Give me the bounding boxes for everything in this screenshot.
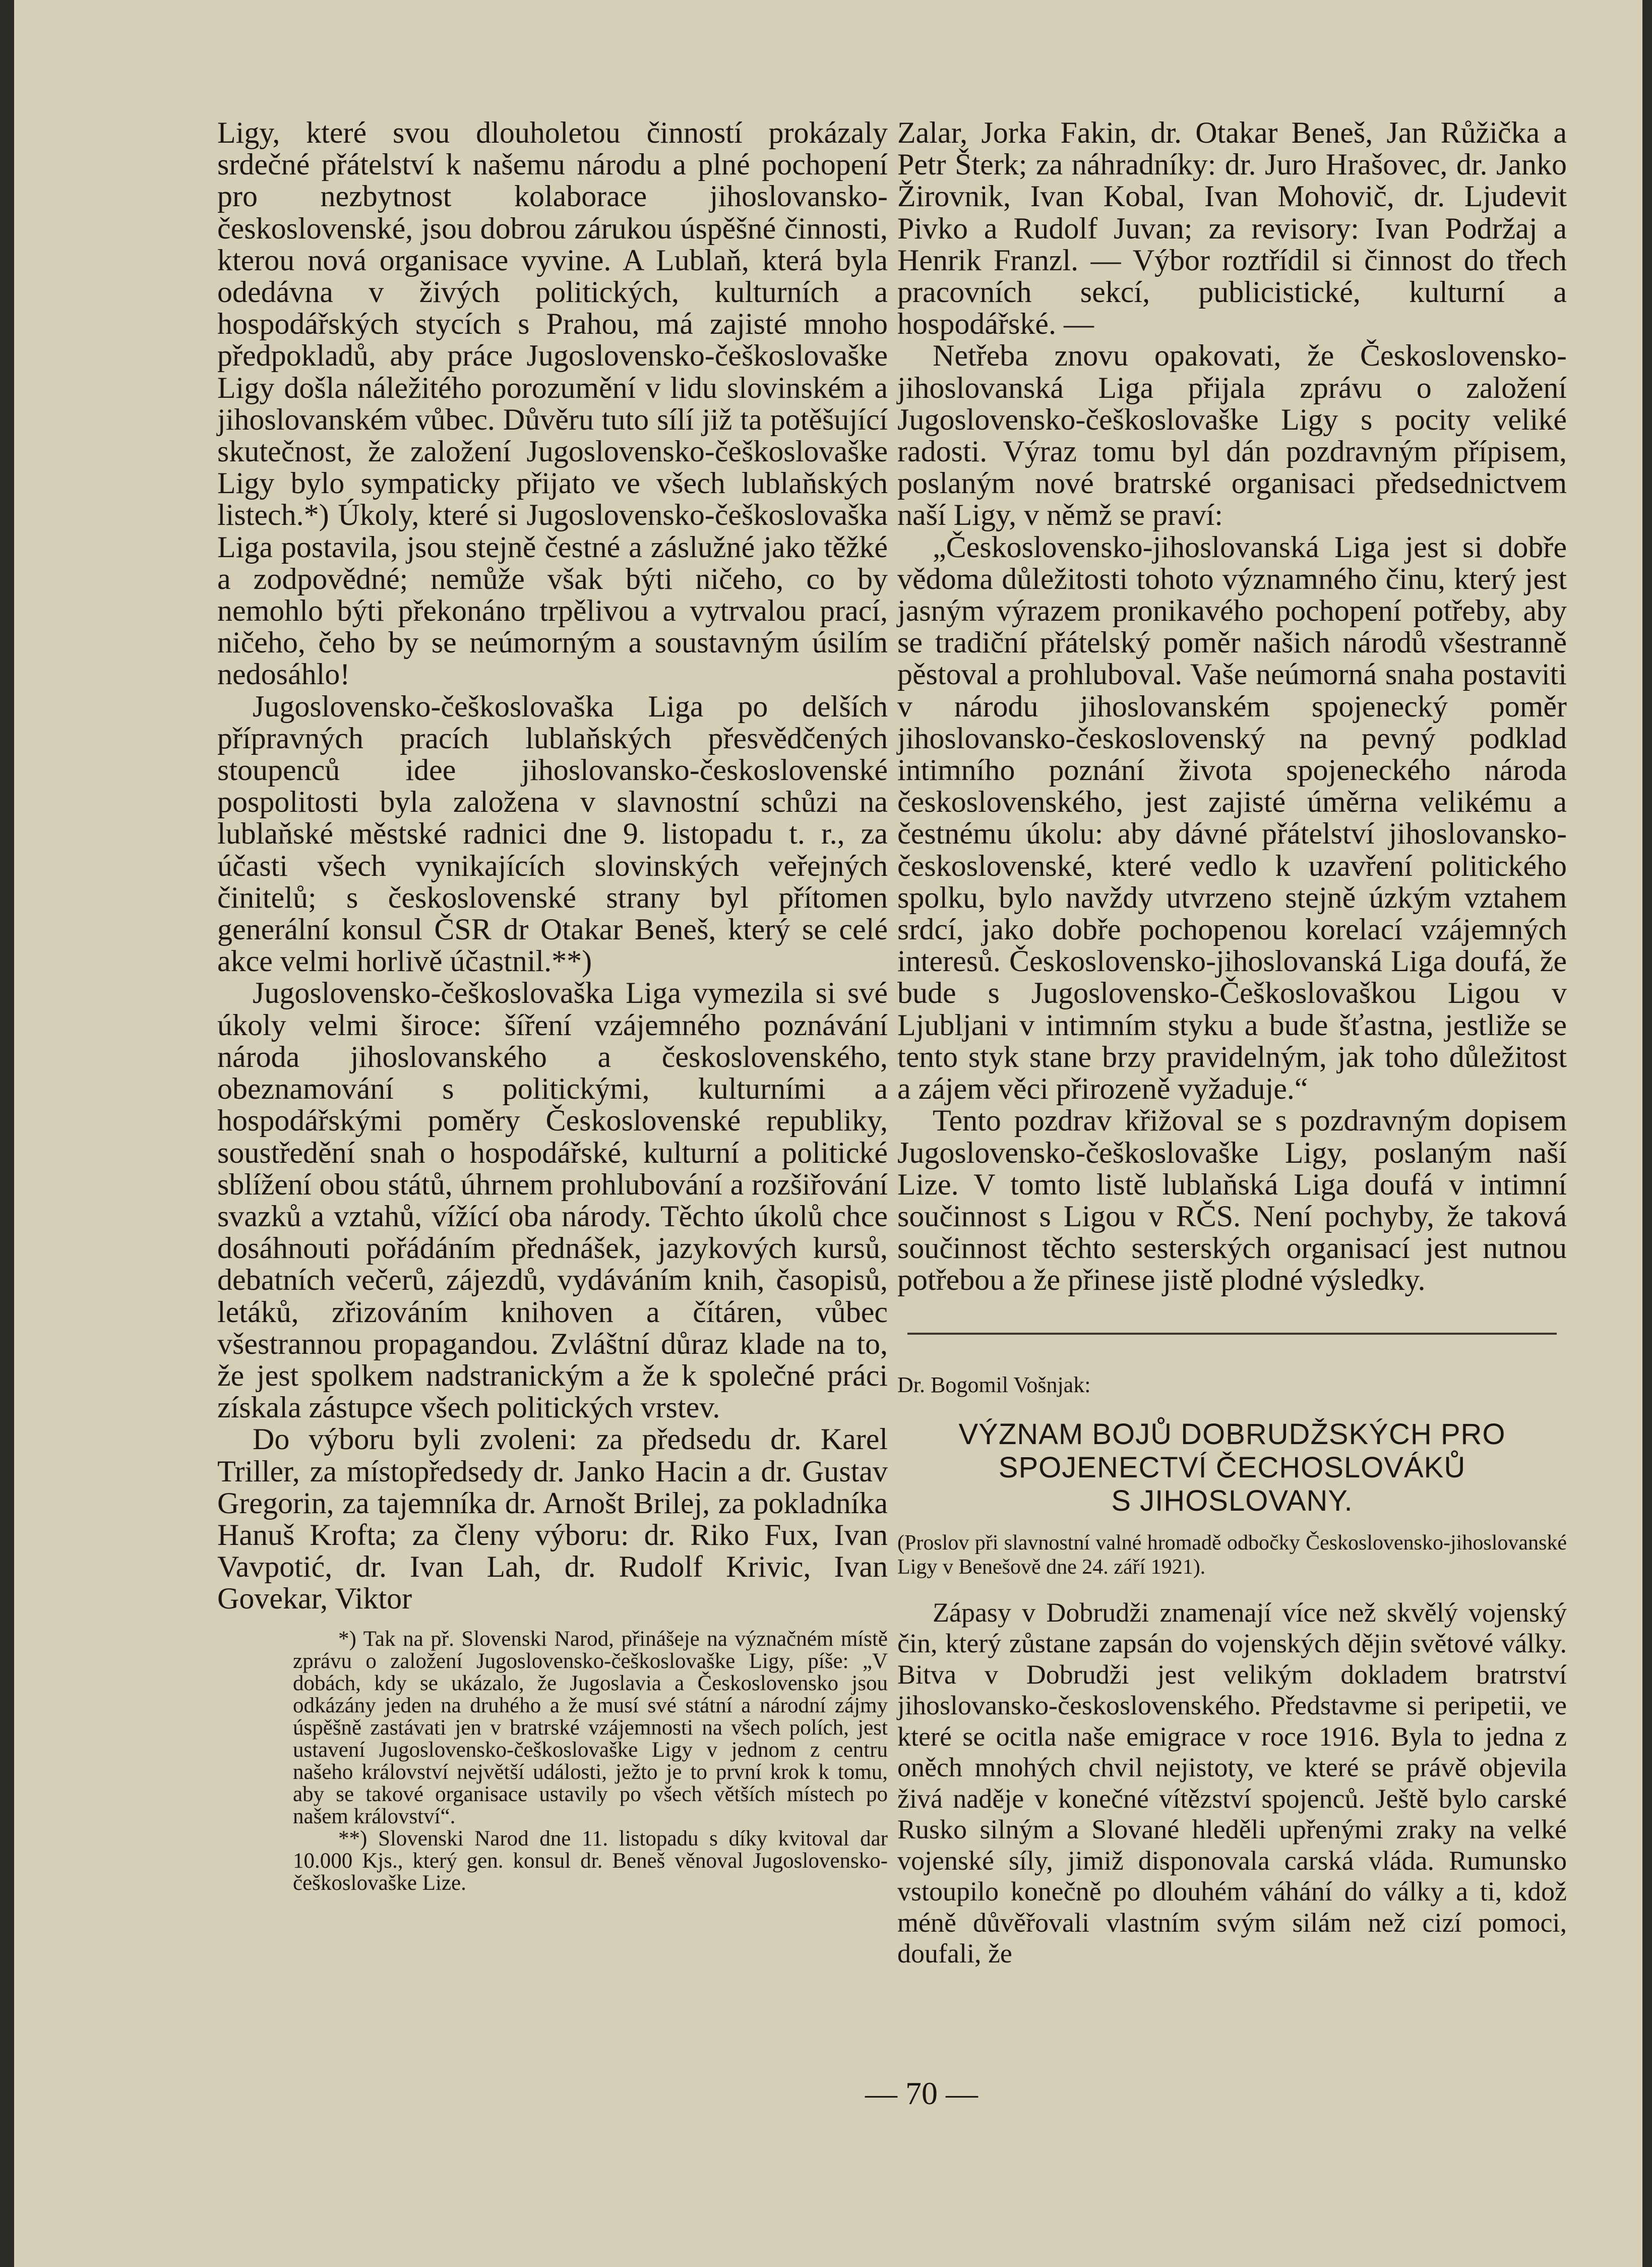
- footnote: *) Tak na př. Slovenski Narod, přinášeje na význačném místě zprávu o založení Jugoslovensko-češkoslovaške Ligy, píše: „V dobách, kdy se ukázalo, že Jugoslavia a Československo jsou odkázány jeden na druhého a že musí své státní a národní zájmy úspěšně zastávati jen v bratrské vzájemnosti na všech polích, jest ustavení Jugoslovensko-češkoslovaške Ligy v jednom z centru našeho království největší události, ježto je to první krok k tomu, aby se takové organisace ustavily po všech větších místech po našem království“.: [293, 1627, 888, 1828]
- footnote: **) Slovenski Narod dne 11. listopadu s díky kvitoval dar 10.000 Kjs., který gen. konsul dr. Beneš věnoval Jugoslovensko-češkoslovaške Lize.: [293, 1826, 888, 1895]
- paragraph: Jugoslovensko-češkoslovaška Liga vymezila si své úkoly velmi široce: šíření vzájemného poznávání národa jihoslovanského a československého, obeznamování s politickými, kulturními a hospodářskými poměry Československé republiky, soustředění snah o hospodářské, kulturní a politické sblížení obou států, úhrnem prohlubování a rozšiřování svazků a vztahů, vížící oba národy. Těchto úkolů chce dosáhnouti pořádáním přednášek, jazykových kursů, debatních večerů, zájezdů, vydáváním knih, časopisů, letáků, zřizováním knihoven a čítáren, vůbec všestrannou propagandou. Zvláštní důraz klade na to, že jest spolkem nadstranickým a že k společné práci získala zástupce všech politických vrstev.: [217, 976, 888, 1424]
- article-subtitle: (Proslov při slavnostní valné hromadě odbočky Československo-jihoslovanské Ligy v Benešově dne 24. září 1921).: [897, 1531, 1567, 1579]
- footnotes: [293, 1628, 888, 1894]
- paragraph: Tento pozdrav křižoval se s pozdravným dopisem Jugoslovensko-češkoslovaške Ligy, poslaným naší Lize. V tomto listě lublaňská Liga doufá v intimní součinnost s Ligou v RČS. Není pochyby, že taková součinnost těchto sesterských organisací jest nutnou potřebou a že přinese jistě plodné výsledky.: [897, 1104, 1567, 1297]
- article-title-line: S JIHOSLOVANY.: [1111, 1484, 1353, 1517]
- paragraph: Do výboru byli zvoleni: za předsedu dr. Karel Triller, za místopředsedy dr. Janko Hacin a dr. Gustav Gregorin, za tajemníka dr. Arnošt Brilej, za pokladníka Hanuš Krofta; za členy výboru: dr. Riko Fux, Ivan Vavpotić, dr. Ivan Lah, dr. Rudolf Krivic, Ivan Govekar, Viktor: [217, 1422, 888, 1616]
- article-author: Dr. Bogomil Vošnjak:: [897, 1372, 1091, 1397]
- right-column: [897, 117, 1567, 1970]
- page-number: — 70 —: [865, 2075, 978, 2111]
- paragraph: Netřeba znovu opakovati, že Československo-jihoslovanská Liga přijala zprávu o založení Jugoslovensko-češkoslovaške Ligy s pocity veliké radosti. Výraz tomu byl dán pozdravným přípisem, poslaným nové bratrské organisaci předsednictvem naší Ligy, v němž se praví:: [897, 339, 1567, 532]
- paragraph: Ligy, které svou dlouholetou činností prokázaly srdečné přátelství k našemu národu a plné pochopení pro nezbytnost kolaborace jihoslovansko-československé, jsou dobrou zárukou úspěšné činnosti, kterou nová organisace vyvine. A Lublaň, která byla odedávna v živých politických, kulturních a hospodářských stycích s Prahou, má zajisté mnoho předpokladů, aby práce Jugoslovensko-češkoslovaške Ligy došla náležitého porozumění v lidu slovinském a jihoslovanském vůbec. Důvěru tuto sílí již ta potěšující skutečnost, že založení Jugoslovensko-češkoslovaške Ligy bylo sympaticky přijato ve všech lublaňských listech.*) Úkoly, které si Jugoslovensko-češkoslovaška Liga postavila, jsou stejně čestné a záslužné jako těžké a zodpovědné; nemůže však býti ničeho, co by nemohlo býti překonáno trpělivou a vytrvalou prací, ničeho, čeho by se neúmorným a soustavným úsilím nedosáhlo!: [217, 116, 888, 691]
- section-divider: [907, 1333, 1557, 1335]
- newspaper-page: [14, 0, 1642, 2267]
- quotation: „Československo-jihoslovanská Liga jest si dobře vědoma důležitosti tohoto významného činu, který jest jasným výrazem pronikavého pochopení potřeby, aby se tradiční přátelský poměr našich národů všestranně pěstoval a prohluboval. Vaše neúmorná snaha postaviti v národu jihoslovanském spojenecký poměr jihoslovansko-československý na pevný podklad intimního poznání života spojeneckého národa československého, jest zajisté úměrna velikému a čestnému úkolu: aby dávné přátelství jihoslovansko-československé, které vedlo k uzavření politického spolku, bylo navždy utvrzeno stejně úzkým vztahem srdcí, jako dobře pochopenou korelací vzájemných interesů. Československo-jihoslovanská Liga doufá, že bude s Jugoslovensko-Češkoslovaškou Ligou v Ljubljani v intimním styku a bude šťastna, jestliže se tento styk stane brzy pravidelným, jak toho důležitost a zájem věci přirozeně vyžaduje.“: [897, 530, 1567, 1106]
- article-title-line: VÝZNAM BOJŮ DOBRUDŽSKÝCH PRO: [958, 1417, 1506, 1451]
- paragraph: Jugoslovensko-češkoslovaška Liga po delších přípravných pracích lublaňských přesvědčených stoupenců idee jihoslovansko-československé pospolitosti byla založena v slavnostní schůzi na lublaňské městské radnici dne 9. listopadu t. r., za účasti všech vynikajících slovinských veřejných činitelů; s československé strany byl přítomen generální konsul ČSR dr Otakar Beneš, který se celé akce velmi horlivě účastnil.**): [217, 689, 888, 978]
- article-title: [897, 1418, 1567, 1518]
- left-column: [217, 117, 888, 1894]
- article-title-line: SPOJENECTVÍ ČECHOSLOVÁKŮ: [998, 1451, 1466, 1484]
- article-body: Zápasy v Dobrudži znamenají více než skvělý vojenský čin, který zůstane zapsán do vojenských dějin světové války. Bitva v Dobrudži jest velikým dokladem bratrství jihoslovansko-československého. Představme si peripetii, ve které se ocitla naše emigrace v roce 1916. Byla to jedna z oněch mnohých chvil nejistoty, ve které se právě objevila živá naděje v konečné vítězství spojenců. Ještě bylo carské Rusko silným a Slované hleděli upřenými zraky na velké vojenské síly, jimiž disponovala carská vláda. Rumunsko vstoupilo konečně po dlouhém váhání do války a ti, kdož méně důvěřovali vlastním svým silám než cizí pomoci, doufali, že: [897, 1597, 1567, 1969]
- paragraph: Zalar, Jorka Fakin, dr. Otakar Beneš, Jan Růžička a Petr Šterk; za náhradníky: dr. Juro Hrašovec, dr. Janko Žirovnik, Ivan Kobal, Ivan Mohovič, dr. Ljudevit Pivko a Rudolf Juvan; za revisory: Ivan Podržaj a Henrik Franzl. — Výbor roztřídil si činnost do třech pracovních sekcí, publicistické, kulturní a hospodářské. —: [897, 116, 1567, 341]
